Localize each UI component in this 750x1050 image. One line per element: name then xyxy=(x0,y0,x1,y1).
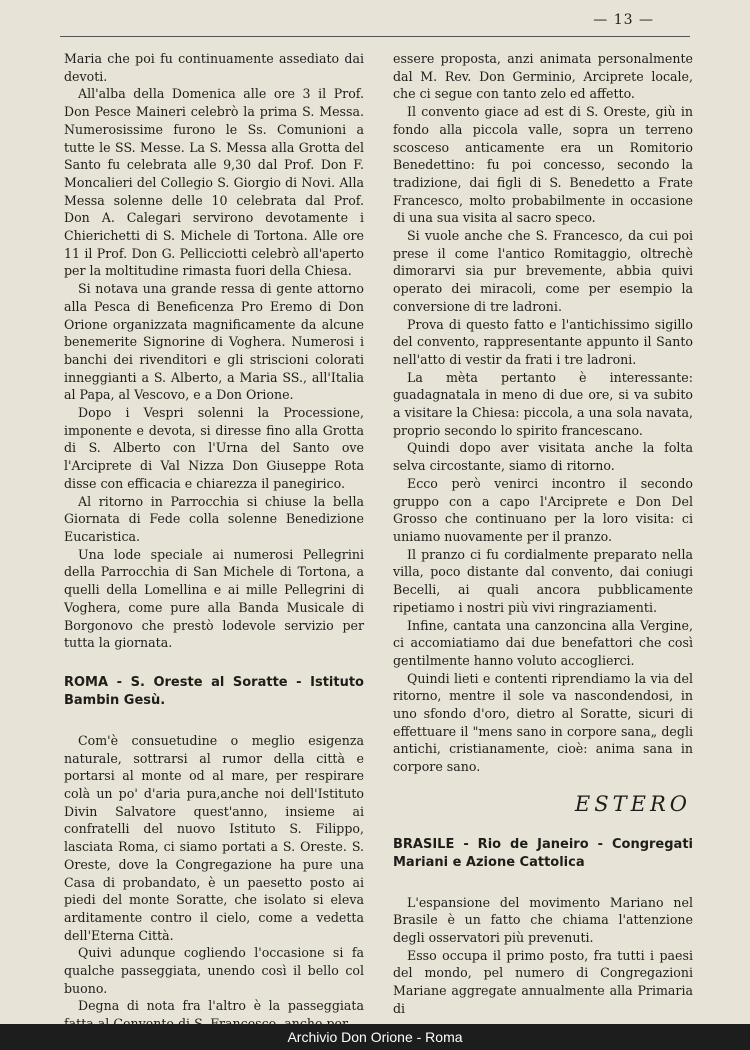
paragraph: Si vuole anche che S. Francesco, da cui poi prese il come l'antico Romitaggio, oltrechè dimorarvi sia pur brevemente, abbia quivi operato dei miracoli, come per esempio la conversione di tre ladroni. xyxy=(393,228,693,314)
paragraph: Il convento giace ad est di S. Oreste, giù in fondo alla piccola valle, sopra un terreno scosceso anticamente era un Romitorio Benedettino: fu poi concesso, secondo la tradizione, dai figli di S. Benedetto a Frate Francesco, molto probabilmente in occasione di una sua visita al sacro speco. xyxy=(393,104,693,226)
paragraph: Ecco però venirci incontro il secondo gruppo con a capo l'Arciprete e Don Del Grosso che continuano per la loro visita: ci uniamo nuovamente per il pranzo. xyxy=(393,475,693,544)
page-number: — 13 — xyxy=(593,12,654,28)
left-column xyxy=(64,50,364,1033)
estero-heading: ESTERO xyxy=(574,791,691,816)
paragraph: essere proposta, anzi animata personalmente dal M. Rev. Don Germinio, Arciprete locale, che ci segue con tanto zelo ed affetto. xyxy=(393,51,693,102)
paragraph: Prova di questo fatto e l'antichissimo sigillo del convento, rappresentante appunto il Santo nell'atto di vestir da frati i tre ladroni. xyxy=(393,316,693,367)
paragraph: All'alba della Domenica alle ore 3 il Prof. Don Pesce Maineri celebrò la prima S. Messa. Numerosissime furono le Ss. Comunioni a tutte le SS. Messe. La S. Messa alla Grotta del Santo fu celebrata alle 9,30 dal Prof. Don F. Moncalieri del Collegio S. Giorgio di Novi. Alla Messa solenne delle 10 celebrata dal Prof. Don A. Calegari servirono devotamente i Chierichetti di S. Michele di Tortona. Alle ore 11 il Prof. Don G. Pellicciotti celebrò all'aperto per la moltitudine rimasta fuori della Chiesa. xyxy=(64,86,364,279)
paragraph: Quivi adunque cogliendo l'occasione si fa qualche passeggiata, unendo così il bello col buono. xyxy=(64,945,364,996)
paragraph: La mèta pertanto è interessante: guadagnatala in meno di due ore, si va subito a visitare la Chiesa: piccola, a una sola navata, proprio secondo lo spirito francescano. xyxy=(393,369,693,438)
section-heading-roma: ROMA - S. Oreste al Soratte - Istituto Bambin Gesù. xyxy=(64,674,364,708)
header-rule xyxy=(60,36,690,37)
paragraph: Si notava una grande ressa di gente attorno alla Pesca di Beneficenza Pro Eremo di Don Orione organizzata magnificamente da alcune benemerite Signorine di Voghera. Numerosi i banchi dei rivenditori e gli striscioni colorati inneggianti a S. Alberto, a Maria SS., all'Italia al Papa, al Vescovo, e a Don Orione. xyxy=(64,281,364,403)
paragraph: Quindi lieti e contenti riprendiamo la via del ritorno, mentre il sole va nascondendosi, in uno sfondo d'oro, dietro al Soratte, sicuri di effettuare il "mens sano in corpore sana„ degli antichi, cristianamente, cioè: anima sana in corpore sano. xyxy=(393,670,693,775)
paragraph: Esso occupa il primo posto, fra tutti i paesi del mondo, pel numero di Congregazioni Mariane aggregate annualmente alla Primaria di xyxy=(393,947,693,1016)
paragraph: Maria che poi fu continuamente assediato dai devoti. xyxy=(64,51,364,84)
paragraph: Una lode speciale ai numerosi Pellegrini della Parrocchia di San Michele di Tortona, a quelli della Lomellina e ai mille Pellegrini di Voghera, come pure alla Banda Musicale di Borgonovo che prestò lodevole servizio per tutta la giornata. xyxy=(64,546,364,651)
right-column xyxy=(393,50,693,1017)
paragraph: L'espansione del movimento Mariano nel Brasile è un fatto che chiama l'attenzione degli osservatori più prevenuti. xyxy=(393,894,693,945)
paragraph: Al ritorno in Parrocchia si chiuse la bella Giornata di Fede colla solenne Benedizione Eucaristica. xyxy=(64,493,364,544)
paragraph: Com'è consuetudine o meglio esigenza naturale, sottrarsi al rumor della città e portarsi al monte od al mare, per respirare colà un po' d'aria pura,anche noi dell'Istituto Divin Salvatore quest'anno, insieme ai confratelli del nuovo Istituto S. Filippo, lasciata Roma, ci siamo portati a S. Oreste. S. Oreste, dove la Congregazione ha pure una Casa di probandato, è un paesetto posto ai piedi del monte Soratte, che isolato si eleva arditamente contro il cielo, come a vedetta dell'Eterna Città. xyxy=(64,732,364,943)
paragraph: Dopo i Vespri solenni la Processione, imponente e devota, si diresse fino alla Grotta di S. Alberto con l'Urna del Santo ove l'Arciprete di Val Nizza Don Giuseppe Rota disse con efficacia e chiarezza il panegirico. xyxy=(64,405,364,491)
paragraph: Degna di nota fra l'altro è la passeggiata xyxy=(78,998,364,1014)
section-heading-brasile: BRASILE - Rio de Janeiro - Congregati Mariani e Azione Cattolica xyxy=(393,836,693,870)
paragraph: Infine, cantata una canzoncina alla Vergine, ci accomiatiamo dai due benefattori che così gentilmente hanno voluto accoglierci. xyxy=(393,617,693,668)
paragraph: Quindi dopo aver visitata anche la folta selva circostante, siamo di ritorno. xyxy=(393,440,693,474)
archive-footer: Archivio Don Orione - Roma xyxy=(0,1024,750,1050)
paragraph: Il pranzo ci fu cordialmente preparato nella villa, poco distante dal convento, dai coniugi Becelli, ai quali ancora pubblicamente ripetiamo i nostri più vivi ringraziamenti. xyxy=(393,546,693,615)
